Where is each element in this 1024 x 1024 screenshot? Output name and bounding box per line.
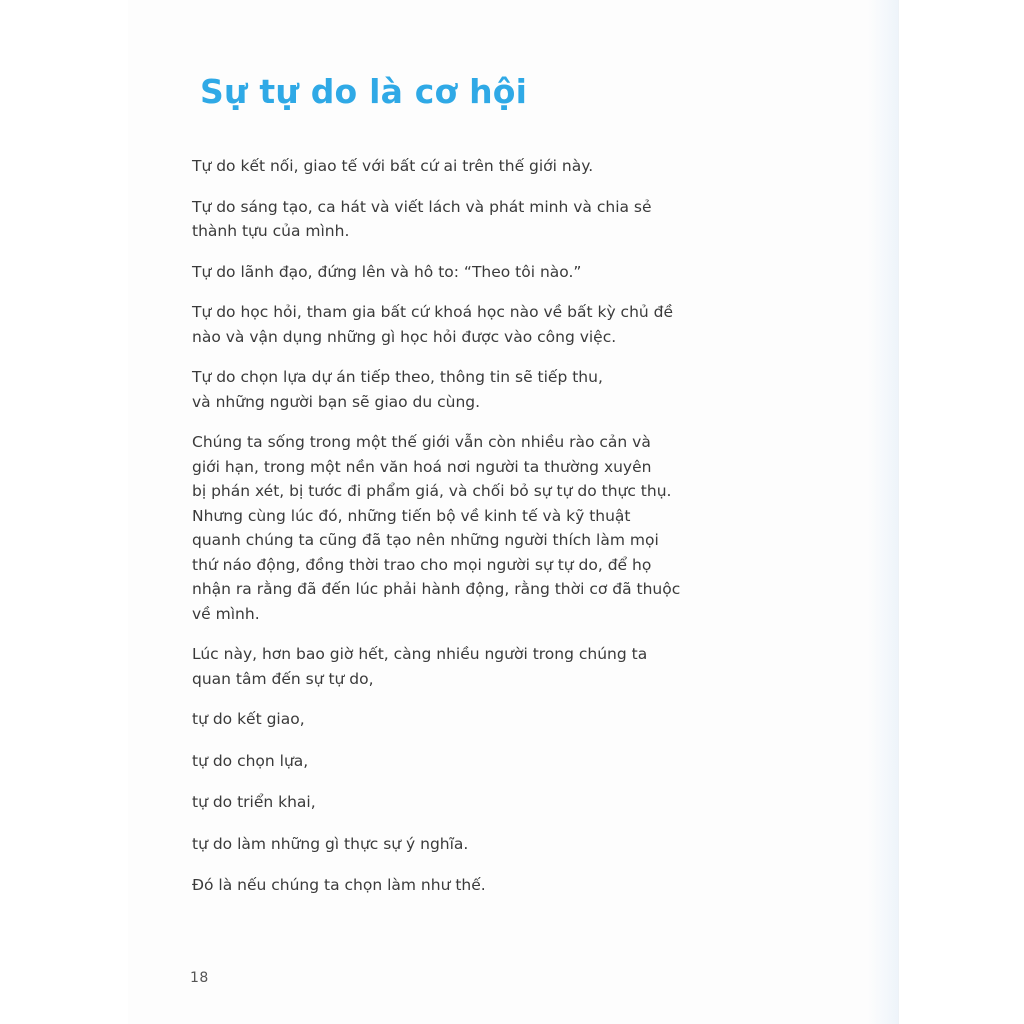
page-edge-shadow — [868, 0, 898, 1024]
paragraph-4: Tự do học hỏi, tham gia bất cứ khoá học nào về bất kỳ chủ đề nào và vận dụng những gì học hỏi được vào công việc. — [192, 303, 674, 346]
paragraph-2: Tự do sáng tạo, ca hát và viết lách và phát minh và chia sẻ thành tựu của mình. — [192, 197, 652, 240]
paragraph-10: tự do triển khai, — [192, 793, 316, 811]
paragraph-5: Tự do chọn lựa dự án tiếp theo, thông tin sẽ tiếp thu, và những người bạn sẽ giao du cùng. — [192, 368, 603, 411]
paragraph-11: tự do làm những gì thực sự ý nghĩa. — [192, 834, 469, 853]
paragraph-12: Đó là nếu chúng ta chọn làm như thế. — [192, 876, 486, 894]
paragraph-6: Chúng ta sống trong một thế giới vẫn còn nhiều rào cản và giới hạn, trong một nền văn hoá nơi người ta thường xuyên bị phán xét, bị tước đi phẩm giá, và chối bỏ sự tự do thực thụ. Nhưng cùng lúc đó, những tiến bộ về kinh tế và kỹ thuật quanh chúng ta cũng đã tạo nên những người thích làm mọi thứ náo động, đồng thời trao cho mọi người sự tự do, để họ nhận ra rằng đã đến lúc phải hành động, rằng thời cơ đã thuộc về mình. — [192, 433, 681, 623]
paragraph-9: tự do chọn lựa, — [192, 751, 309, 770]
paragraph-8: tự do kết giao, — [192, 710, 305, 728]
paragraph-1: Tự do kết nối, giao tế với bất cứ ai trên thế giới này. — [192, 157, 594, 175]
paragraph-7: Lúc này, hơn bao giờ hết, càng nhiều người trong chúng ta quan tâm đến sự tự do, — [192, 645, 648, 688]
page-title: Sự tự do là cơ hội — [200, 72, 528, 111]
paragraph-3: Tự do lãnh đạo, đứng lên và hô to: “Theo tôi nào.” — [192, 262, 582, 281]
page-number: 18 — [190, 970, 209, 986]
body-text — [192, 154, 692, 915]
